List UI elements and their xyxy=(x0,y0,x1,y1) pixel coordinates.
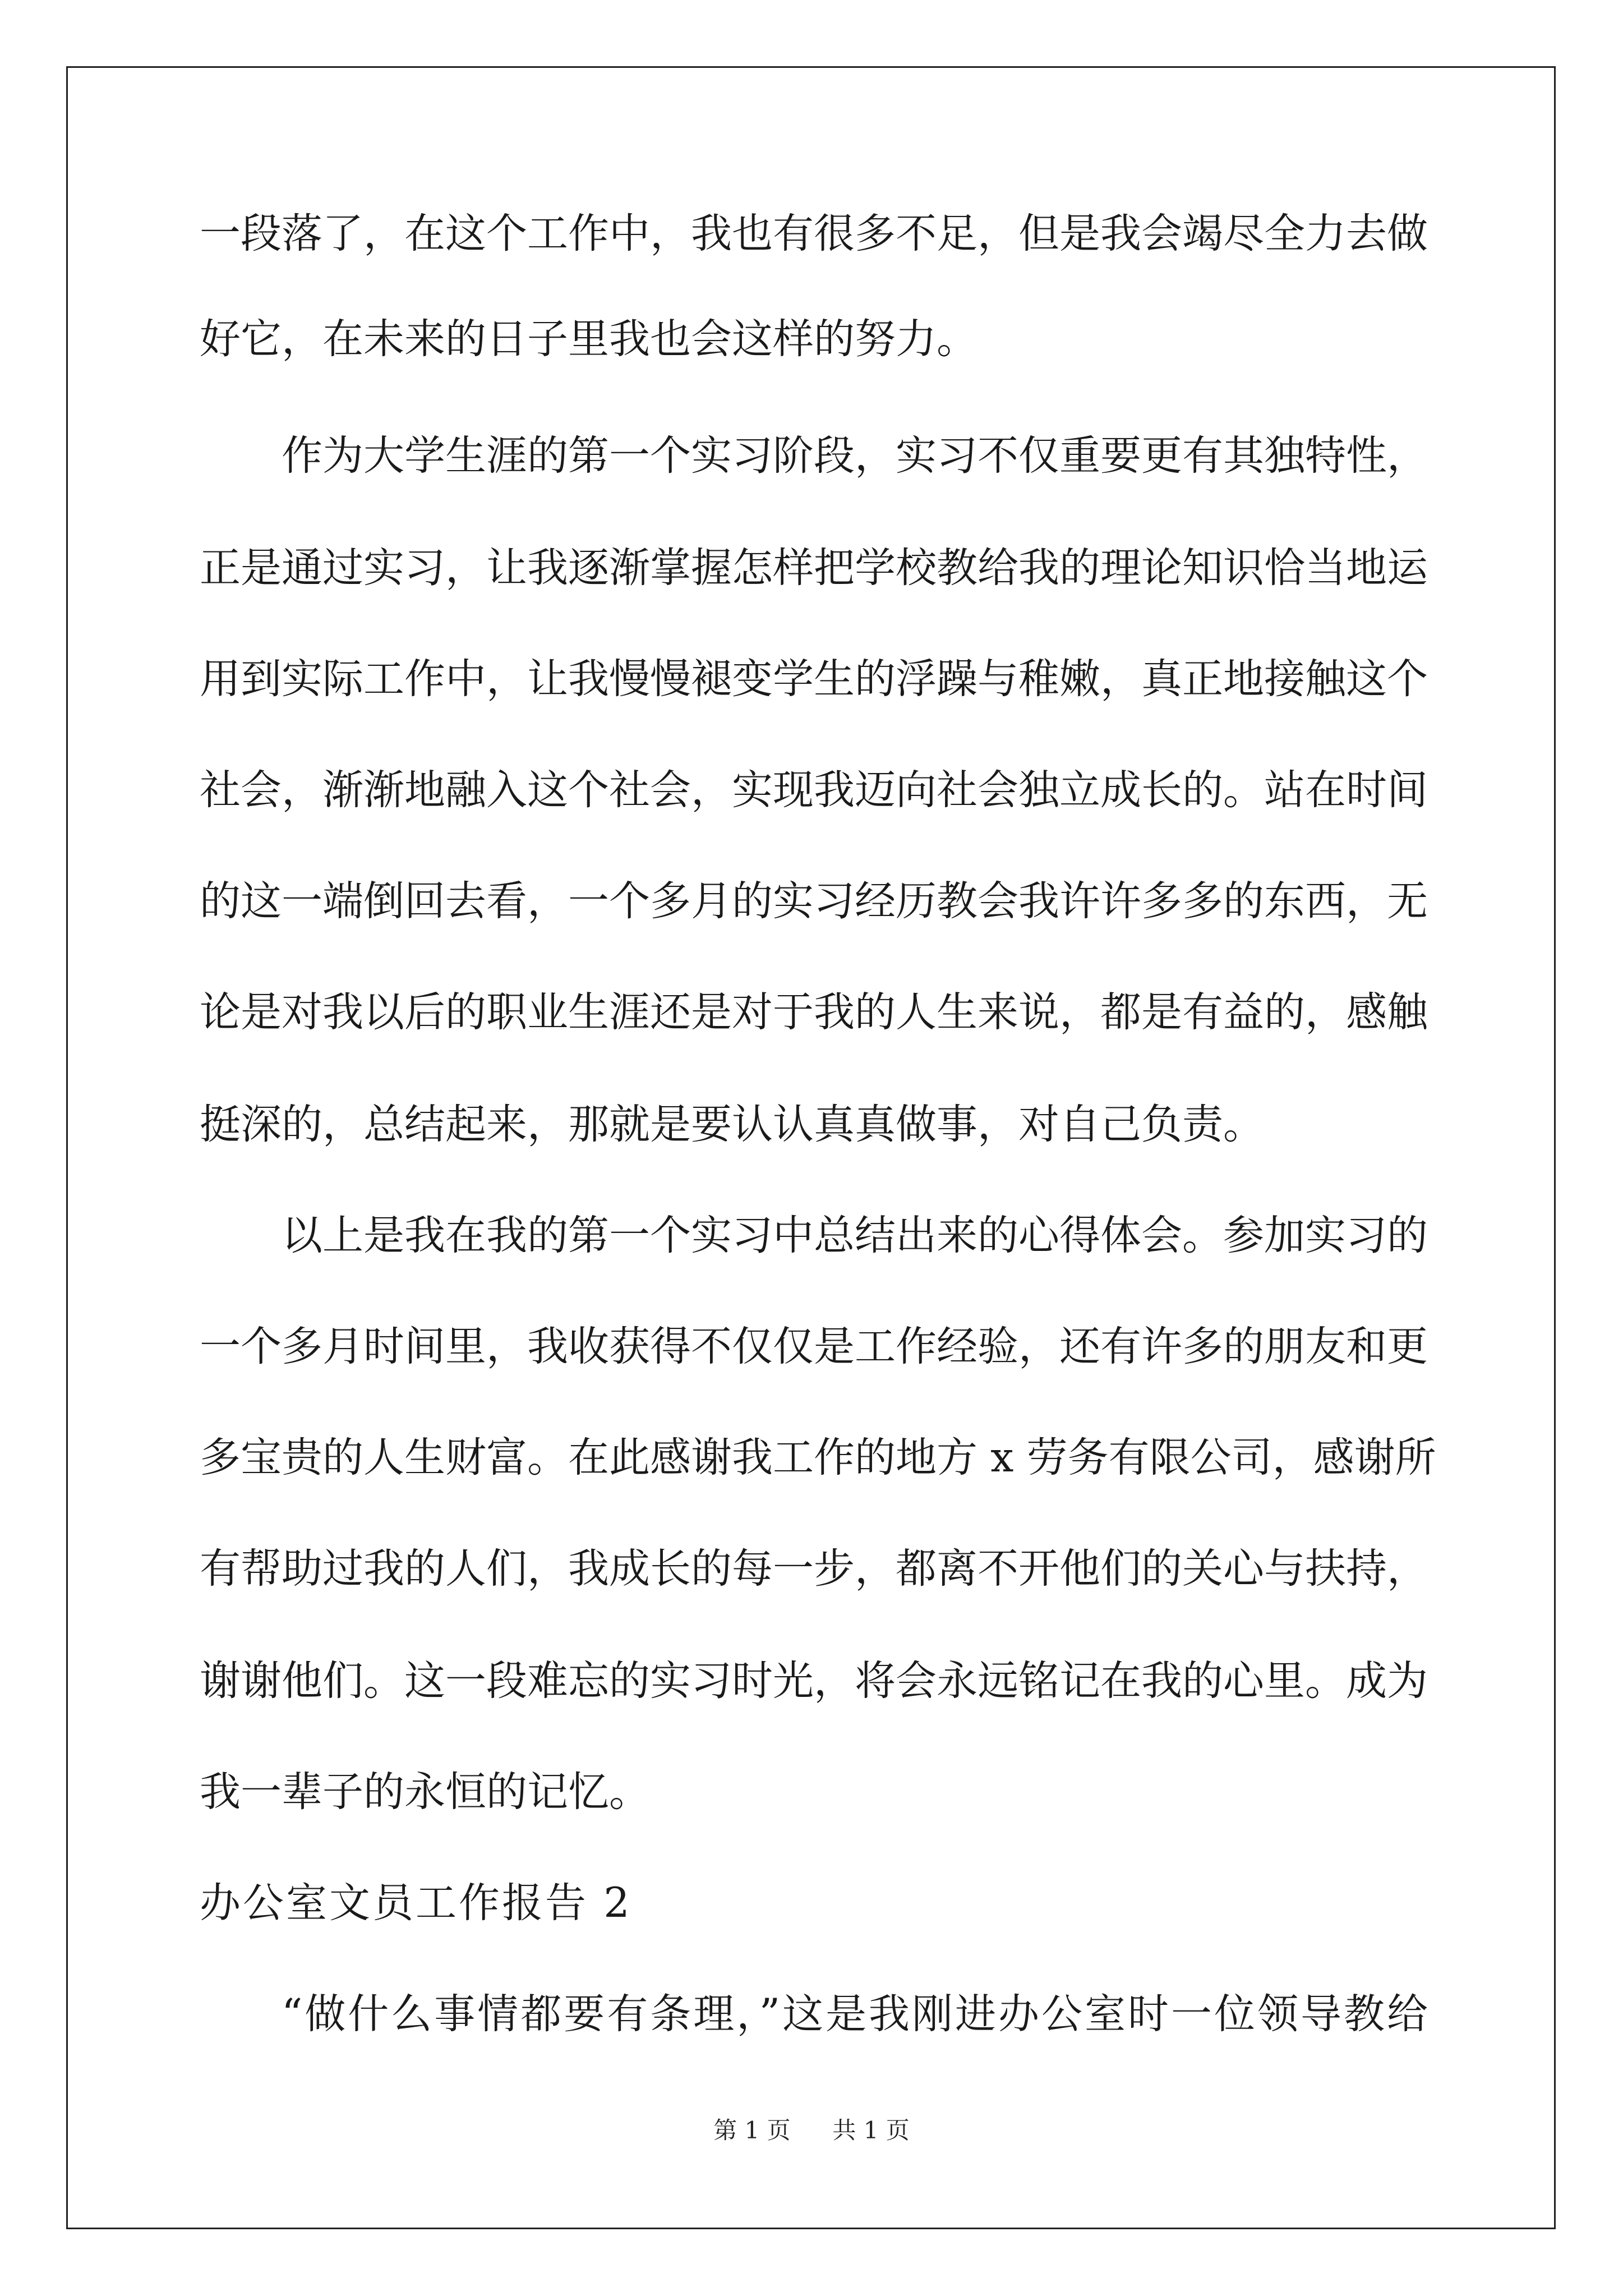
text-line: 的这一端倒回去看，一个多月的实习经历教会我许许多多的东西，无 xyxy=(200,877,1428,925)
text-line: 好它，在未来的日子里我也会这样的努力。 xyxy=(200,315,978,363)
text-line: 有帮助过我的人们，我成长的每一步，都离不开他们的关心与扶持， xyxy=(200,1545,1428,1593)
text-line: 正是通过实习，让我逐渐掌握怎样把学校教给我的理论知识恰当地运 xyxy=(200,544,1428,592)
text-line: 多宝贵的人生财富。在此感谢我工作的地方 x 劳务有限公司，感谢所 xyxy=(200,1434,1436,1481)
paragraph-start-line: “做什么事情都要有条理，”这是我刚进办公室时一位领导教给 xyxy=(282,1990,1428,2038)
page-number: 第 1 页 xyxy=(713,2116,791,2144)
text-line: 我一辈子的永恒的记忆。 xyxy=(200,1768,650,1816)
page-total: 共 1 页 xyxy=(832,2116,910,2144)
paragraph-start-line: 作为大学生涯的第一个实习阶段，实习不仅重要更有其独特性， xyxy=(282,432,1428,480)
text-line: 一个多月时间里，我收获得不仅仅是工作经验，还有许多的朋友和更 xyxy=(200,1323,1428,1370)
paragraph-start-line: 以上是我在我的第一个实习中总结出来的心得体会。参加实习的 xyxy=(282,1212,1428,1259)
text-line: 挺深的，总结起来，那就是要认认真真做事，对自己负责。 xyxy=(200,1101,1264,1148)
text-line: 谢谢他们。这一段难忘的实习时光，将会永远铭记在我的心里。成为 xyxy=(200,1657,1428,1705)
text-line: 一段落了，在这个工作中，我也有很多不足，但是我会竭尽全力去做 xyxy=(200,210,1428,257)
text-line: 社会，渐渐地融入这个社会，实现我迈向社会独立成长的。站在时间 xyxy=(200,766,1428,814)
section-heading: 办公室文员工作报告 2 xyxy=(200,1879,632,1927)
page-footer xyxy=(0,2116,1623,2145)
text-line: 论是对我以后的职业生涯还是对于我的人生来说，都是有益的，感触 xyxy=(200,988,1428,1036)
text-line: 用到实际工作中，让我慢慢褪变学生的浮躁与稚嫩，真正地接触这个 xyxy=(200,655,1428,703)
